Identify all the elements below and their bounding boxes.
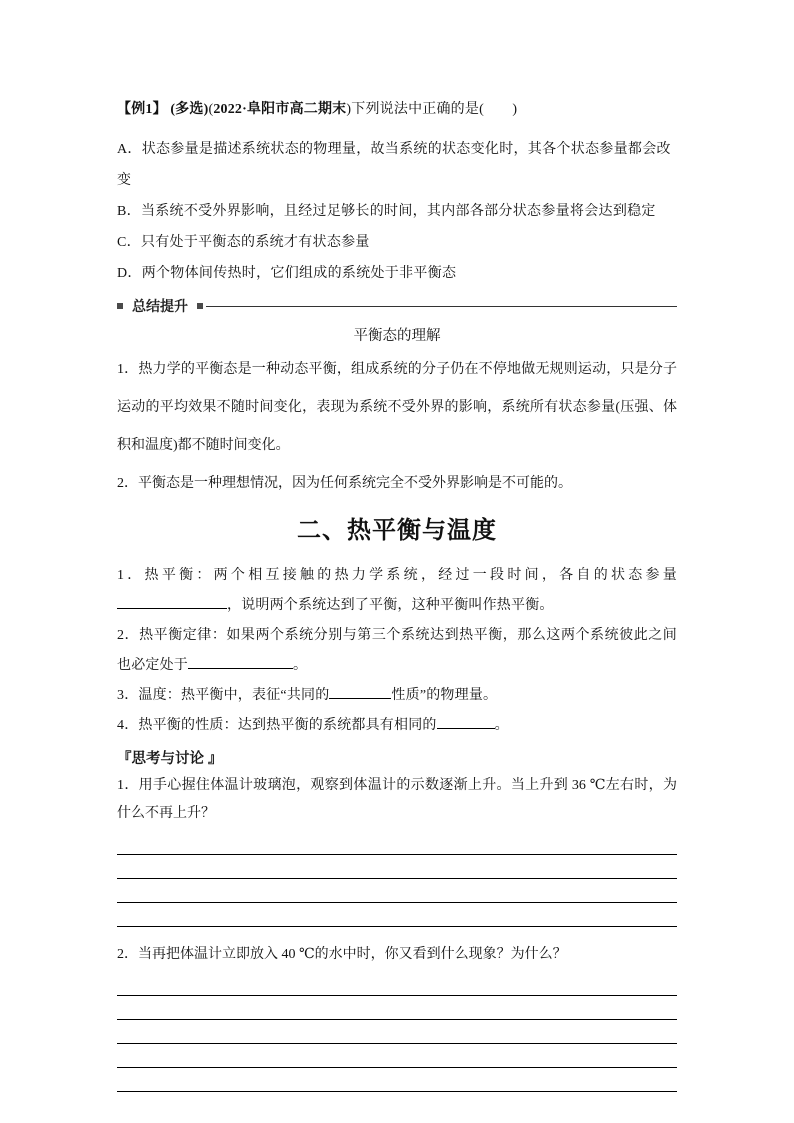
- summary-title: 平衡态的理解: [353, 328, 441, 344]
- square-bullet-icon: [197, 303, 203, 309]
- fill-item-1-tail: ，说明两个系统达到了平衡，这种平衡叫作热平衡。: [227, 598, 554, 613]
- fill-item-3: [117, 681, 677, 711]
- example-source: 2022·阜阳市高二期末: [213, 102, 347, 117]
- summary-point-1: 1．热力学的平衡态是一种动态平衡，组成系统的分子仍在不停地做无规则运动，只是分子运动的平均效果不随时间变化，表现为系统不受外界的影响，系统所有状态参量(压强、体积和温度)都不随时间变化。: [117, 362, 677, 453]
- fill-blank-2[interactable]: [188, 656, 293, 669]
- answer-line[interactable]: [117, 972, 677, 996]
- example-question-header: [117, 95, 677, 125]
- option-c: C．只有处于平衡态的系统才有状态参量: [117, 235, 370, 250]
- answer-line[interactable]: [117, 879, 677, 903]
- answer-area-q2: [117, 972, 677, 1092]
- fill-blank-3[interactable]: [329, 686, 391, 699]
- square-bullet-icon: [117, 303, 123, 309]
- example-question-text: 下列说法中正确的是( ): [351, 102, 518, 117]
- discussion-question-2: 2．当再把体温计立即放入 40 ℃的水中时，你又看到什么现象？为什么？: [117, 947, 567, 962]
- summary-divider-line: [206, 306, 677, 307]
- answer-line[interactable]: [117, 1044, 677, 1068]
- fill-blank-1[interactable]: [117, 596, 227, 609]
- source-paren-open: (: [208, 102, 214, 117]
- answer-line[interactable]: [117, 831, 677, 855]
- fill-item-3-tail: 性质”的物理量。: [391, 688, 498, 703]
- fill-item-2-text: 2．热平衡定律：如果两个系统分别与第三个系统达到热平衡，那么这两个系统彼此之间也必定处于: [117, 628, 677, 673]
- answer-line[interactable]: [117, 855, 677, 879]
- answer-line[interactable]: [117, 1020, 677, 1044]
- summary-point-2: 2．平衡态是一种理想情况，因为任何系统完全不受外界影响是不可能的。: [117, 476, 572, 491]
- fill-item-4-text: 4．热平衡的性质：达到热平衡的系统都具有相同的: [117, 718, 437, 733]
- discussion-question-1: 1．用手心握住体温计玻璃泡，观察到体温计的示数逐渐上升。当上升到 36 ℃左右时，为什么不再上升？: [117, 778, 677, 821]
- fill-item-2: [117, 621, 677, 681]
- summary-label: 总结提升: [132, 298, 188, 314]
- option-list: [117, 134, 677, 289]
- source-paren-close: ): [346, 102, 352, 117]
- answer-line[interactable]: [117, 903, 677, 927]
- fill-item-4: [117, 711, 677, 741]
- answer-line[interactable]: [117, 1068, 677, 1092]
- option-b: B．当系统不受外界影响，且经过足够长的时间，其内部各部分状态参量将会达到稳定: [117, 204, 656, 219]
- summary-section-header: [117, 296, 677, 316]
- discussion-section-label: 『思考与讨论 』: [117, 751, 223, 767]
- fill-item-1: [117, 561, 677, 621]
- fill-blank-4[interactable]: [437, 716, 495, 729]
- section-heading: 二、热平衡与温度: [297, 518, 497, 544]
- fill-item-4-tail: 。: [494, 718, 509, 733]
- fill-item-1-text: 1．热平衡：两个相互接触的热力学系统，经过一段时间，各自的状态参量: [117, 568, 677, 583]
- fill-item-2-tail: 。: [293, 658, 308, 673]
- option-a: A．状态参量是描述系统状态的物理量，故当系统的状态变化时，其各个状态参量都会改变: [117, 142, 671, 188]
- option-d: D．两个物体间传热时，它们组成的系统处于非平衡态: [117, 266, 457, 281]
- example-tag: 【例1】: [117, 102, 167, 117]
- example-multi-select-label: (多选): [170, 102, 209, 117]
- fill-item-3-text: 3．温度：热平衡中，表征“共同的: [117, 688, 330, 703]
- answer-area-q1: [117, 831, 677, 927]
- answer-line[interactable]: [117, 996, 677, 1020]
